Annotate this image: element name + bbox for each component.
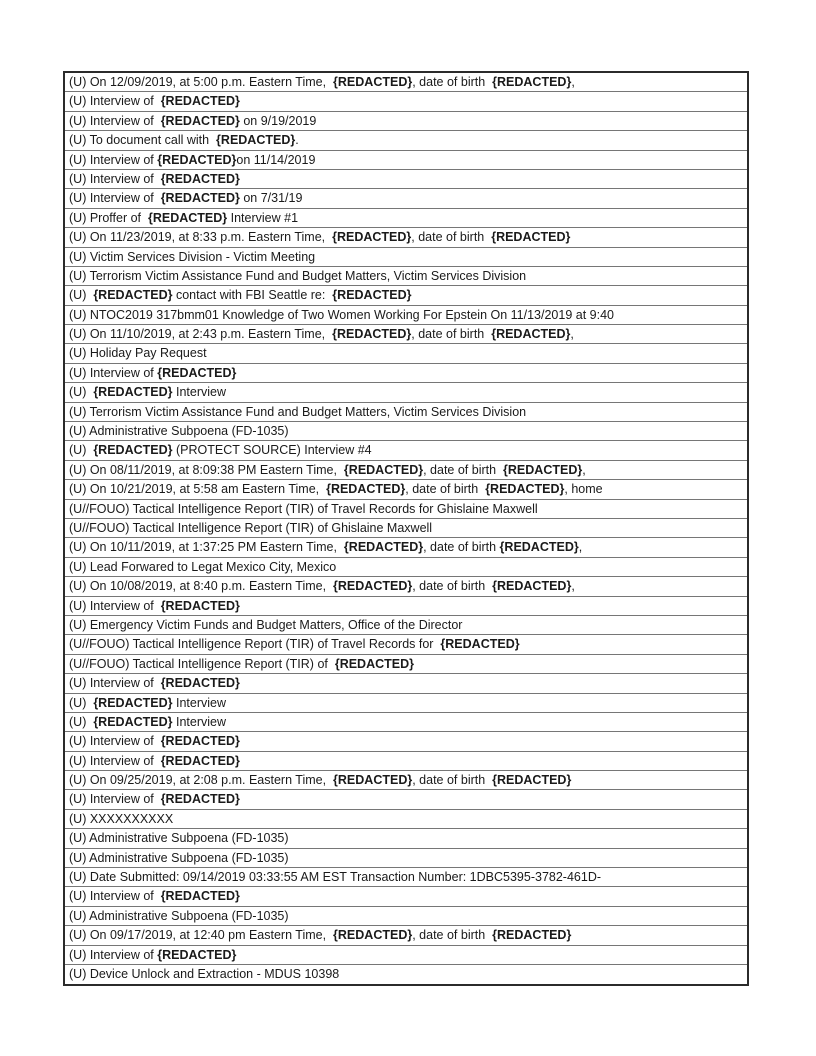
row-text-segment: (U) On 09/25/2019, at 2:08 p.m. Eastern Time, (69, 773, 334, 788)
table-row (65, 441, 747, 460)
redacted-token: {REDACTED} (492, 579, 572, 594)
table-row (65, 151, 747, 170)
redacted-token: {REDACTED} (93, 288, 173, 303)
row-text-segment: (U) Interview of (69, 734, 161, 749)
row-text-segment: , home (564, 482, 603, 497)
row-text-segment: (U) On 12/09/2019, at 5:00 p.m. Eastern Time, (69, 75, 334, 89)
table-row (65, 907, 747, 926)
redacted-token: {REDACTED} (93, 714, 173, 729)
redacted-token: {REDACTED} (492, 773, 572, 788)
row-text-segment: , date of birth (405, 482, 486, 497)
table-row (65, 170, 747, 189)
row-text-segment: Interview (172, 695, 226, 710)
row-text-segment: (U) On 08/11/2019, at 8:09:38 PM Eastern Time, (69, 462, 344, 477)
row-text-segment: , date of birth (411, 327, 492, 342)
row-text-segment: (U//FOUO) Tactical Intelligence Report (TIR) of Travel Records for (69, 637, 441, 652)
table-row (65, 790, 747, 809)
redacted-token: {REDACTED} (160, 734, 240, 749)
table-row (65, 480, 747, 499)
redacted-token: {REDACTED} (503, 462, 583, 477)
redacted-token: {REDACTED} (343, 462, 424, 477)
row-text-segment: (U) Administrative Subpoena (FD-1035) (69, 908, 289, 923)
redacted-token: {REDACTED} (160, 171, 240, 186)
table-row (65, 849, 747, 868)
table-row (65, 752, 747, 771)
row-text-segment: (U) Victim Services Division - Victim Meeting (69, 249, 316, 264)
redacted-token: {REDACTED} (160, 676, 240, 691)
table-row (65, 577, 747, 596)
row-text-segment: (U) (69, 714, 94, 729)
row-text-segment: . (295, 133, 299, 148)
table-row (65, 306, 747, 325)
table-row (65, 713, 747, 732)
table-row (65, 887, 747, 906)
redacted-token: {REDACTED} (485, 482, 565, 497)
row-text-segment: , date of birth (411, 230, 492, 245)
row-text-segment: Interview (172, 385, 226, 400)
row-text-segment: (U) Interview of (69, 598, 161, 613)
table-row (65, 73, 747, 92)
redacted-token: {REDACTED} (160, 753, 240, 768)
row-text-segment: (PROTECT SOURCE) Interview #4 (172, 443, 372, 458)
redacted-token: {REDACTED} (333, 773, 413, 788)
table-row (65, 422, 747, 441)
table-row (65, 189, 747, 208)
table-row (65, 674, 747, 693)
row-text-segment: (U) Terrorism Victim Assistance Fund and Budget Matters, Victim Services Division (69, 404, 527, 419)
table-row (65, 209, 747, 228)
row-text-segment: , (582, 462, 586, 477)
redacted-token: {REDACTED} (93, 385, 173, 400)
table-row (65, 131, 747, 150)
row-text-segment: (U) XXXXXXXXXX (69, 811, 174, 826)
table-row (65, 965, 747, 984)
redacted-token: {REDACTED} (160, 191, 240, 206)
redacted-token: {REDACTED} (157, 365, 237, 380)
row-text-segment: (U) Administrative Subpoena (FD-1035) (69, 831, 289, 846)
row-text-segment: (U) Interview of (69, 171, 161, 186)
table-row (65, 286, 747, 305)
row-text-segment: on 9/19/2019 (239, 113, 317, 128)
row-text-segment: (U) On 10/11/2019, at 1:37:25 PM Eastern Time, (69, 540, 344, 555)
table-row (65, 926, 747, 945)
row-text-segment: , date of birth (423, 462, 504, 477)
row-text-segment: (U) Date Submitted: 09/14/2019 03:33:55 AM EST Transaction Number: 1DBC5395-3782-461D- (69, 870, 602, 885)
row-text-segment: (U//FOUO) Tactical Intelligence Report (TIR) of Ghislaine Maxwell (69, 520, 433, 535)
row-text-segment: on 11/14/2019 (236, 152, 316, 167)
redacted-token: {REDACTED} (157, 152, 237, 167)
row-text-segment: (U) On 11/23/2019, at 8:33 p.m. Eastern Time, (69, 230, 333, 245)
table-row (65, 519, 747, 538)
row-text-segment: (U) Interview of (69, 94, 161, 109)
row-text-segment: (U) To document call with (69, 133, 217, 148)
redacted-token: {REDACTED} (157, 947, 237, 962)
table-row (65, 344, 747, 363)
table-row (65, 248, 747, 267)
row-text-segment: (U//FOUO) Tactical Intelligence Report (TIR) of Travel Records for Ghislaine Maxwell (69, 501, 538, 516)
row-text-segment: (U) (69, 695, 94, 710)
redacted-token: {REDACTED} (216, 133, 296, 148)
redacted-token: {REDACTED} (93, 443, 173, 458)
redacted-token: {REDACTED} (160, 113, 240, 128)
row-text-segment: (U) Interview of (69, 152, 158, 167)
row-text-segment: , date of birth (412, 773, 493, 788)
row-text-segment: Interview #1 (227, 210, 299, 225)
table-row (65, 829, 747, 848)
table-row (65, 655, 747, 674)
row-text-segment: (U) (69, 385, 94, 400)
row-text-segment: (U) (69, 443, 94, 458)
redacted-token: {REDACTED} (160, 94, 240, 109)
redacted-token: {REDACTED} (160, 889, 240, 904)
redacted-token: {REDACTED} (333, 579, 413, 594)
row-text-segment: (U) Interview of (69, 365, 158, 380)
redacted-token: {REDACTED} (326, 482, 406, 497)
redacted-token: {REDACTED} (491, 327, 571, 342)
redacted-token: {REDACTED} (492, 928, 572, 943)
table-row (65, 597, 747, 616)
redacted-token: {REDACTED} (332, 230, 412, 245)
entries-table (63, 71, 749, 986)
row-text-segment: , (578, 540, 583, 555)
row-text-segment: (U) Holiday Pay Request (69, 346, 207, 361)
row-text-segment: , date of birth (412, 928, 493, 943)
table-row (65, 694, 747, 713)
row-text-segment: (U) Lead Forwared to Legat Mexico City, Mexico (69, 559, 337, 574)
row-text-segment: (U) Administrative Subpoena (FD-1035) (69, 424, 289, 439)
redacted-token: {REDACTED} (491, 230, 571, 245)
row-text-segment: contact with FBI Seattle re: (172, 288, 333, 303)
table-row (65, 112, 747, 131)
redacted-token: {REDACTED} (440, 637, 520, 652)
row-text-segment: (U) Emergency Victim Funds and Budget Matters, Office of the Director (69, 617, 463, 632)
table-row (65, 732, 747, 751)
redacted-token: {REDACTED} (334, 656, 415, 671)
row-text-segment: , date of birth (412, 579, 493, 594)
redacted-token: {REDACTED} (343, 540, 424, 555)
redacted-token: {REDACTED} (499, 540, 579, 555)
row-text-segment: (U) Interview of (69, 792, 161, 807)
table-row (65, 325, 747, 344)
row-text-segment: (U) NTOC2019 317bmm01 Knowledge of Two Women Working For Epstein On 11/13/2019 at 9:40 (69, 307, 614, 322)
row-text-segment: (U) Interview of (69, 113, 161, 128)
row-text-segment: (U) On 10/21/2019, at 5:58 am Eastern Time, (69, 482, 327, 497)
table-row (65, 383, 747, 402)
table-row (65, 267, 747, 286)
redacted-token: {REDACTED} (333, 75, 413, 89)
redacted-token: {REDACTED} (333, 928, 413, 943)
row-text-segment: on 7/31/19 (239, 191, 303, 206)
row-text-segment: (U) Interview of (69, 191, 161, 206)
table-row (65, 500, 747, 519)
row-text-segment: (U) Interview of (69, 676, 161, 691)
table-row (65, 868, 747, 887)
row-text-segment: (U) Administrative Subpoena (FD-1035) (69, 850, 289, 865)
row-text-segment: (U) Interview of (69, 753, 161, 768)
row-text-segment: (U) Terrorism Victim Assistance Fund and Budget Matters, Victim Services Division (69, 268, 527, 283)
row-text-segment: , date of birth (412, 75, 493, 89)
row-text-segment: (U) Proffer of (69, 210, 148, 225)
table-row (65, 92, 747, 111)
redacted-token: {REDACTED} (160, 598, 240, 613)
redacted-token: {REDACTED} (492, 75, 572, 89)
row-text-segment: (U) Interview of (69, 947, 158, 962)
row-text-segment: (U) On 11/10/2019, at 2:43 p.m. Eastern Time, (69, 327, 333, 342)
redacted-token: {REDACTED} (147, 210, 228, 225)
redacted-token: {REDACTED} (93, 695, 173, 710)
row-text-segment: (U) On 09/17/2019, at 12:40 pm Eastern Time, (69, 928, 334, 943)
row-text-segment: (U) Device Unlock and Extraction - MDUS 10398 (69, 966, 340, 981)
row-text-segment: , (571, 579, 575, 594)
table-row (65, 771, 747, 790)
table-row (65, 946, 747, 965)
row-text-segment: (U) (69, 288, 94, 303)
row-text-segment: , (571, 75, 575, 89)
table-row (65, 364, 747, 383)
redacted-token: {REDACTED} (160, 792, 240, 807)
row-text-segment: , (570, 327, 574, 342)
table-row (65, 810, 747, 829)
redacted-token: {REDACTED} (332, 288, 412, 303)
row-text-segment: Interview (172, 714, 226, 729)
row-text-segment: (U//FOUO) Tactical Intelligence Report (TIR) of (69, 656, 335, 671)
table-row (65, 228, 747, 247)
table-row (65, 616, 747, 635)
row-text-segment: , date of birth (423, 540, 500, 555)
table-row (65, 538, 747, 557)
table-row (65, 461, 747, 480)
redacted-token: {REDACTED} (332, 327, 412, 342)
table-row (65, 635, 747, 654)
table-row (65, 558, 747, 577)
table-row (65, 403, 747, 422)
row-text-segment: (U) On 10/08/2019, at 8:40 p.m. Eastern Time, (69, 579, 334, 594)
row-text-segment: (U) Interview of (69, 889, 161, 904)
